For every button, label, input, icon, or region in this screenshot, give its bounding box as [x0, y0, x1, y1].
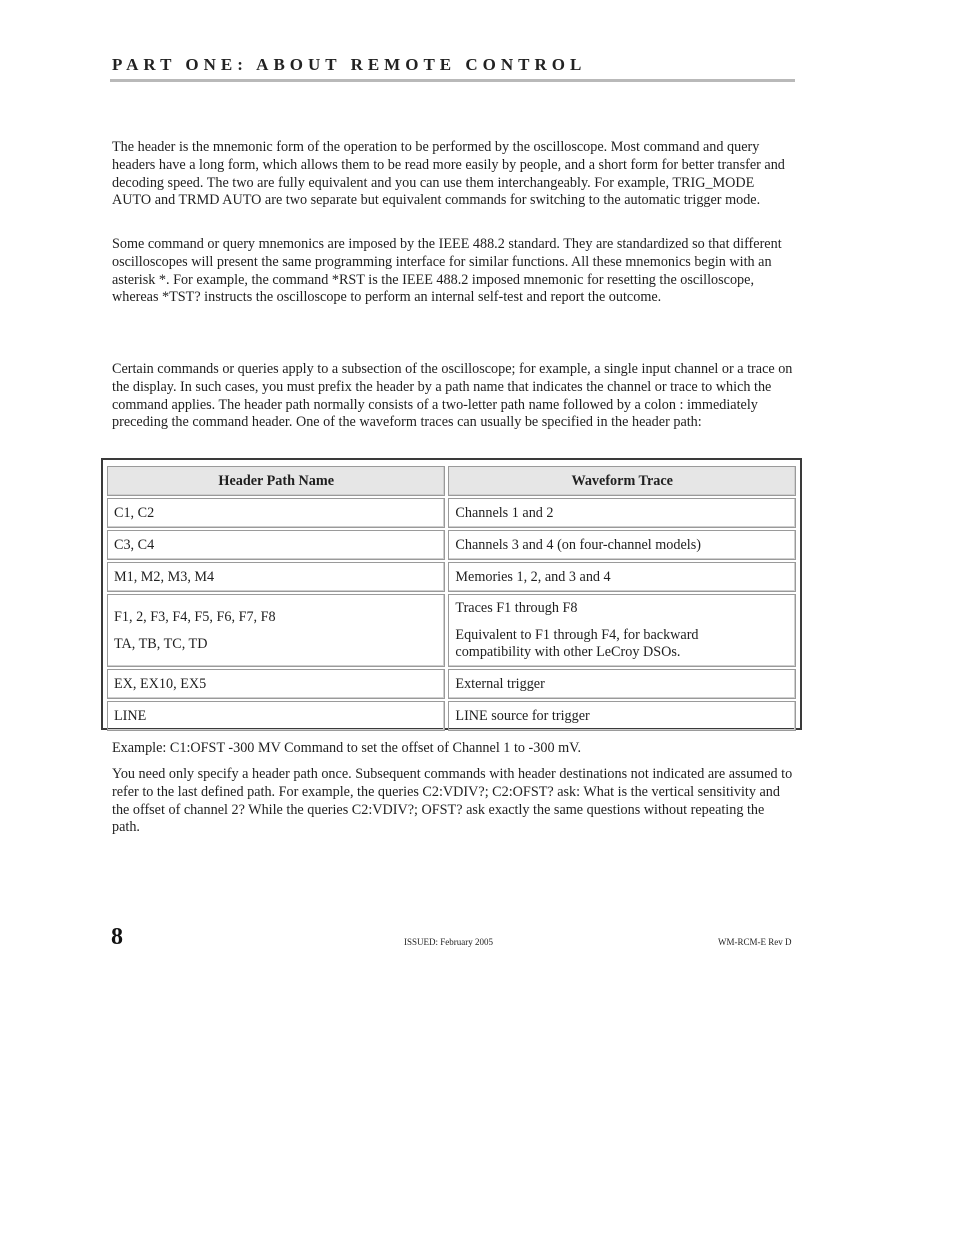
trace-cell: Memories 1, 2, and 3 and 4 [448, 562, 796, 592]
paragraph-header-path-once: You need only specify a header path once. Subsequent commands with header destinations not indicated are assumed to refer to the last defined path. For example, the queries C2:VDIV?; C2:OFST? ask: What is the vertical sensitivity and the offset of channel 2? While the queries C2:VDIV?; OFST? ask exactly the same questions without repeating the path. [112, 766, 793, 836]
path-cell: C1, C2 [107, 498, 445, 528]
table-row [107, 498, 796, 528]
paragraph-example: Example: C1:OFST -300 MV Command to set the offset of Channel 1 to -300 mV. [112, 740, 582, 756]
path-cell: C3, C4 [107, 530, 445, 560]
paragraph-header-mnemonic: The header is the mnemonic form of the operation to be performed by the oscilloscope. Most command and query headers have a long form, which allows them to be read more easily by people, and a short form for better transfer and decoding speed. The two are fully equivalent and you can use them interchangeably. For example, TRIG_MODE AUTO and TRMD AUTO are two separate but equivalent commands for switching to the automatic trigger mode. [112, 139, 785, 209]
trace-cell: LINE source for trigger [448, 701, 796, 731]
table-row [107, 669, 796, 699]
table-row [107, 562, 796, 592]
table-row [107, 530, 796, 560]
header-path-table-grid [107, 464, 796, 733]
footer-document-id: WM-RCM-E Rev D [718, 937, 792, 947]
header-rule [110, 79, 795, 82]
path-cell: F1, 2, F3, F4, F5, F6, F7, F8 TA, TB, TC, TD [107, 594, 445, 667]
header-path-table [101, 458, 802, 730]
trace-cell: Channels 1 and 2 [448, 498, 796, 528]
page-number: 8 [111, 924, 123, 950]
trace-cell: External trigger [448, 669, 796, 699]
table-header-row [107, 466, 796, 496]
trace-cell: Channels 3 and 4 (on four-channel models) [448, 530, 796, 560]
footer-issued-date: ISSUED: February 2005 [404, 937, 493, 947]
path-cell: M1, M2, M3, M4 [107, 562, 445, 592]
paragraph-header-path: Certain commands or queries apply to a subsection of the oscilloscope; for example, a single input channel or a trace on the display. In such cases, you must prefix the header by a path name that indicates the channel or trace to which the command applies. The header path normally consists of a two-letter path name followed by a colon : immediately preceding the command header. One of the waveform traces can usually be specified in the header path: [112, 361, 793, 431]
paragraph-ieee-mnemonics: Some command or query mnemonics are imposed by the IEEE 488.2 standard. They are standardized so that different oscilloscopes will present the same programming interface for similar functions. All these mnemonics begin with an asterisk *. For example, the command *RST is the IEEE 488.2 imposed mnemonic for resetting the oscilloscope, whereas *TST? instructs the oscilloscope to perform an internal self-test and report the outcome. [112, 236, 782, 306]
table-row [107, 701, 796, 731]
page-header-title: PART ONE: ABOUT REMOTE CONTROL [112, 55, 587, 74]
column-header-waveform-trace: Waveform Trace [448, 466, 796, 496]
trace-cell: Traces F1 through F8 Equivalent to F1 through F4, for backward compatibility with other LeCroy DSOs. [448, 594, 796, 667]
column-header-path-name: Header Path Name [107, 466, 445, 496]
table-row [107, 594, 796, 667]
path-cell: LINE [107, 701, 445, 731]
path-cell: EX, EX10, EX5 [107, 669, 445, 699]
